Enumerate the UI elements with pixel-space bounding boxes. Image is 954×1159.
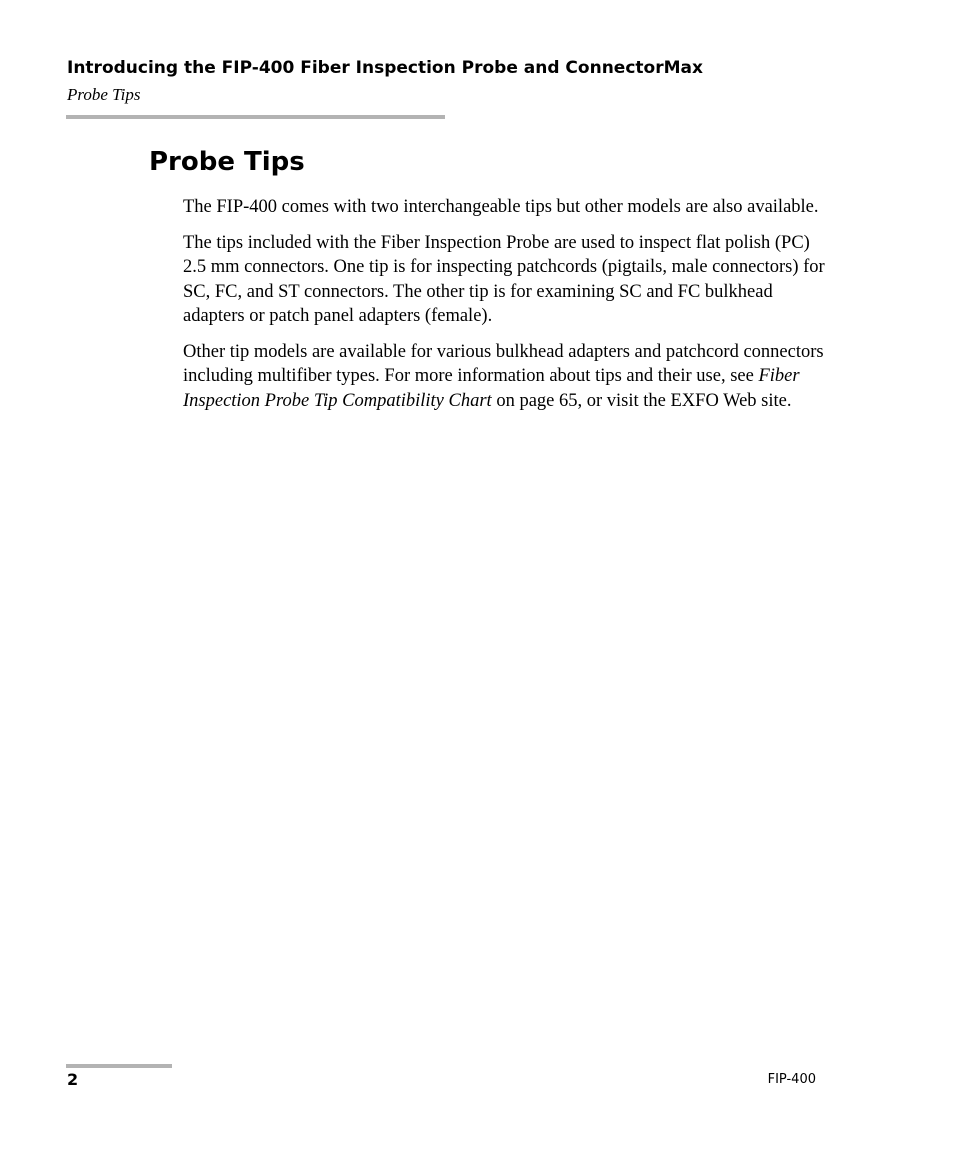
chapter-title: Introducing the FIP-400 Fiber Inspection Probe and ConnectorMax — [67, 58, 703, 78]
page-number: 2 — [67, 1070, 79, 1089]
running-section-title: Probe Tips — [67, 85, 141, 104]
paragraph-other-tips — [183, 340, 833, 414]
paragraph-included-tips: The tips included with the Fiber Inspection Probe are used to inspect flat polish (PC) 2.5 mm connectors. One tip is for inspecting patchcords (pigtails, male connectors) for SC, FC, and ST connectors. The other tip is for examining SC and FC bulkhead adapters or patch panel adapters (female). — [183, 232, 825, 326]
section-body — [183, 195, 833, 424]
footer-product-name: FIP-400 — [767, 1072, 816, 1087]
header-rule — [66, 115, 445, 119]
section-heading: Probe Tips — [149, 147, 305, 177]
paragraph-other-tips-text: Other tip models are available for various bulkhead adapters and patchcord connectors including multifiber types. For more information about tips and their use, see — [183, 341, 824, 386]
compatibility-chart-reference[interactable]: Fiber Inspection Probe Tip Compatibility Chart — [183, 366, 800, 411]
paragraph-other-tips-tail: on page 65, or visit the EXFO Web site. — [491, 390, 792, 411]
paragraph-intro: The FIP-400 comes with two interchangeable tips but other models are also available. — [183, 197, 819, 217]
footer-rule — [66, 1064, 172, 1068]
running-header — [67, 57, 767, 106]
